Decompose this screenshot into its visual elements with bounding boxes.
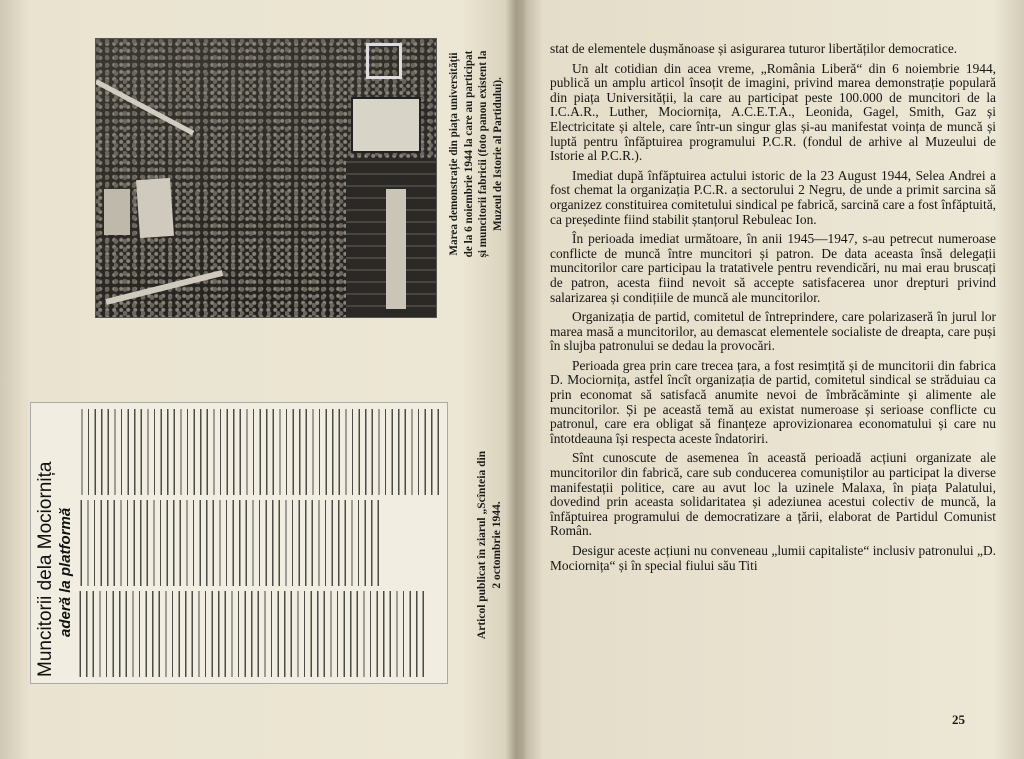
photo-placard	[386, 189, 406, 309]
photo-caption-line: de la 6 noiembrie 1944 la care au participat	[462, 50, 475, 258]
right-page	[528, 6, 1018, 754]
clipping-subtitle: aderă la platformă	[57, 507, 74, 637]
book-gutter	[505, 0, 527, 759]
photo-sign	[136, 178, 174, 238]
photo-window	[366, 43, 402, 79]
paragraph: Desigur aceste acțiuni nu conveneau „lumii capitaliste“ inclusiv patronului „D. Mociornița“ și în special fiului său Titi	[550, 543, 996, 573]
newspaper-clipping	[30, 402, 448, 684]
clipping-column	[79, 409, 439, 495]
body-text	[550, 42, 996, 578]
photo-sign	[104, 189, 130, 235]
photo-caption	[447, 4, 507, 304]
paragraph: Organizația de partid, comitetul de întreprindere, care polarizaseră în jurul lor marea masă a muncitorilor, au demascat elementele socialiste de dreapta, care puși în slujba patronului se dedau la provocări.	[550, 309, 996, 354]
photo-sign	[351, 97, 421, 153]
page-number: 25	[952, 712, 965, 727]
paragraph: Un alt cotidian din acea vreme, „România Liberă“ din 6 noiembrie 1944, publică un amplu articol însoțit de imagini, privind marea demonstrație populară din piața Universității, la care au participat peste 100.000 de muncitori de la I.C.A.R., Luther, Mociornița, A.C.E.T.A., Leonida, Gagel, Smith, Gaz și Electricitate și altele, care într-un singur glas și-au manifestat voința de muncă și luptă pentru înfăptuirea programului P.C.R. (fondul de arhive al Muzeului de Istorie al P.C.R.).	[550, 60, 996, 164]
clipping-title: Muncitorii dela Mociornița	[35, 461, 56, 677]
demonstration-photo	[95, 38, 437, 318]
paragraph: Perioada grea prin care trecea țara, a fost resimțită și de muncitorii din fabrica D. Mociornița, astfel încît organizația de partid, comitetul sindical se străduiau ca prin economat să satisfacă anumite nevoi de îmbrăcăminte și alimente ale muncitorilor. Și pe această temă au existat numeroase și serioase conflicte cu patronul, care era obligat să finanțeze aprovizionarea economatului și care nu întotdeauna își respecta aceste îndatoriri.	[550, 357, 996, 446]
clipping-content	[31, 403, 447, 683]
clipping-column	[79, 500, 379, 586]
clipping-caption-line: Articol publicat în ziarul „Scînteia din	[476, 450, 488, 640]
left-page	[10, 6, 510, 754]
photo-caption-line: Muzeul de Istorie al Partidului).	[491, 77, 504, 231]
photo-caption-line: și muncitorii fabricii (foto panou existent la	[477, 50, 489, 258]
clipping-column	[79, 591, 424, 677]
clipping-columns	[79, 409, 439, 677]
paragraph: În perioada imediat următoare, în anii 1945—1947, s-au petrecut numeroase conflicte de muncă între muncitori și patron. De data aceasta însă delegații muncitorilor care participau la tratativele pentru revendicări, nu mai erau bruscați de patron, acesta fiind nevoit să accepte satisfacerea unor drepturi privind salarizarea și condițiile de muncă ale muncitorilor.	[550, 231, 996, 305]
paragraph: Imediat după înfăptuirea actului istoric de la 23 August 1944, Selea Andrei a fost chemat la organizația P.C.R. a sectorului 2 Negru, de unde a primit sarcina să organizez constituirea comitetului sindical pe fabrică, sarcină care a fost înfăptuită, ca președinte fiind stabilit ștanțorul Rebuleac Ion.	[550, 167, 996, 227]
paragraph: Sînt cunoscute de asemenea în această perioadă acțiuni organizate ale muncitorilor din fabrică, care sub conducerea comuniștilor au participat la diverse manifestații politice, care au avut loc la uzinele Malaxa, în piața Palatului, dovedind prin aceasta solidaritatea și adeziunea acestui colectiv de muncă, la înfăptuirea programului de democratizare a țării, elaborat de Partidul Comunist Român.	[550, 450, 996, 539]
photo-caption-line: Marea demonstrație din piața universității	[448, 52, 460, 256]
paragraph: stat de elementele dușmănoase și asigurarea tuturor libertăților democratice.	[550, 41, 958, 56]
clipping-caption-line: 2 octombrie 1944.	[491, 501, 503, 589]
